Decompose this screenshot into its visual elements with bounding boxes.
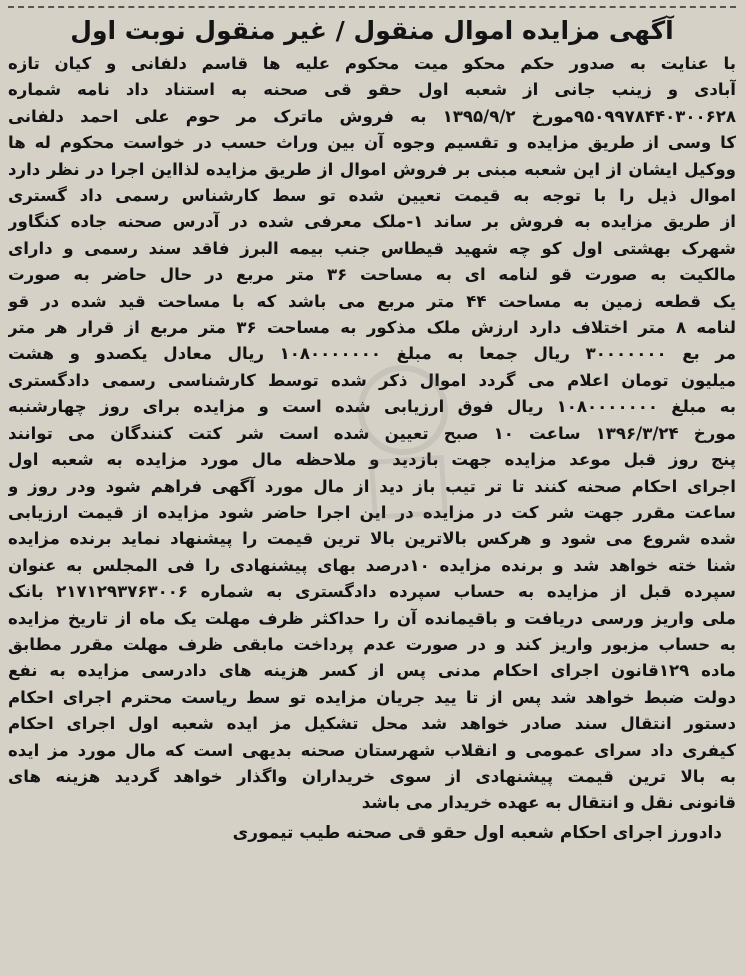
ad-line: ملی واریز ورسی دریافت و باقیمانده آن را حداکثر ظرف مهلت یک ماه از تاریخ مزایده [8,608,736,628]
signature-line: دادورز اجرای احکام شعبه اول حقو قی صحنه طیب تیموری [232,822,722,843]
ad-line: ساعت مقرر جهت شر کت در مزایده در این اجرا حاضر شود مزایده از قیمت ارزیابی [8,502,736,522]
ad-line: سپرده قبل از مزایده به حساب سپرده دادگستری به شماره ۲۱۷۱۲۹۳۷۶۳۰۰۶ بانک [8,582,736,602]
ad-line: به بالا ترین قیمت پیشنهادی از سوی خریداران واگذار خواهد گردید هزینه های [8,766,736,786]
ad-line: مالکیت به صورت قو لنامه ای به مساحت ۳۶ متر مربع در حال حاضر به صورت [8,265,736,285]
ad-line: دولت ضبط خواهد شد پس از تا یید جریان مزایده تو سط ریاست محترم اجرای احکام [8,687,736,707]
ad-line: میلیون تومان اعلام می گردد اموال ذکر شده توسط کارشناسی رسمی دادگستری [8,370,736,390]
ad-line: ووکیل ایشان از این شعبه مبنی بر فروش اموال از طریق مزایده لذااین اجرا در نظر دارد [8,159,736,179]
ad-line: آبادی و زینب جانی از شعبه اول حقو قی صحنه به استناد داد نامه شماره [8,80,736,100]
ad-line: قانونی نقل و انتقال به عهده خریدار می باشد [361,793,736,813]
ad-line: یک قطعه زمین به مساحت ۴۴ متر مربع می باشد که با مساحت قید شده در قو [8,291,736,311]
ad-line: مورخ ۱۳۹۶/۳/۲۴ ساعت ۱۰ صبح تعیین شده است شر کتت کنندگان می توانند [8,423,736,443]
ad-line: ۹۵۰۹۹۷۸۴۴۰۳۰۰۶۲۸مورخ ۱۳۹۵/۹/۲ به فروش ماترک مر حوم علی احمد دلفانی [8,106,736,126]
ad-line: از طریق مزایده به فروش بر ساند ۱-ملک معرفی شده در آدرس صحنه جاده کنگاور [8,212,736,232]
top-dashed-border [8,6,736,12]
ad-line: ماده ۱۲۹قانون اجرای احکام مدنی پس از کسر هزینه های دادرسی مزایده به نفع [8,661,736,681]
ad-line: به مبلغ ۱۰۸۰۰۰۰۰۰۰ ریال فوق ارزیابی شده است و مزایده برای روز چهارشنبه [8,397,736,417]
ad-line: لنامه ۸ متر اختلاف دارد ارزش ملک مذکور به مساحت ۳۶ متر مربع از قرار هر متر [8,318,736,338]
ad-line: با عنایت به صدور حکم محکو میت محکوم علیه ها قاسم دلفانی و کیان تازه [8,54,736,73]
ad-body [8,51,736,817]
ad-line: کیفری داد سرای عمومی و انقلاب شهرستان صحنه بدیهی است که مال مورد مز ایده [8,740,736,760]
ad-line: به حساب مزبور واریز کند و در صورت عدم پرداخت مابقی ظرف مهلت مقرر مطابق [8,634,736,654]
ad-line: شنا خته خواهد شد و برنده مزایده ۱۰درصد بهای پیشنهادی را فی المجلس به عنوان [8,555,736,575]
ad-line: پنج روز قبل موعد مزایده جهت بازدید و ملاحظه مال مورد مزایده به شعبه اول [8,450,736,470]
ad-title: آگهی مزایده اموال منقول / غیر منقول نوبت اول [70,16,674,45]
ad-line: کا وسی از طریق مزایده و تقسیم وجوه آن بین وراث حسب در خواست محکوم له ها [8,133,736,153]
ad-line: شهرک بهشتی اول کو چه شهید قیطاس جنب بیمه البرز فاقد سند رسمی و دارای [8,238,736,258]
ad-line: دستور انتقال سند صادر خواهد شد محل تشکیل مز ایده شعبه اول اجرای احکام [8,714,736,734]
ad-line: اموال ذیل را با توجه به قیمت تعیین شده تو سط کارشناس رسمی داد گستری [8,186,736,206]
ad-line: مر بع ۳۰۰۰۰۰۰۰ ریال جمعا به مبلغ ۱۰۸۰۰۰۰۰۰۰ ریال معادل یکصدو و هشت [8,344,736,364]
ad-line: اجرای احکام صحنه کنند تا تر تیب باز دید از مال مورد آگهی فراهم شود ودر روز و [8,476,736,496]
ad-line: شده شروع می شود و هرکس بالاترین بالا ترین قیمت را پیشنهاد نماید برنده مزایده [8,529,736,549]
